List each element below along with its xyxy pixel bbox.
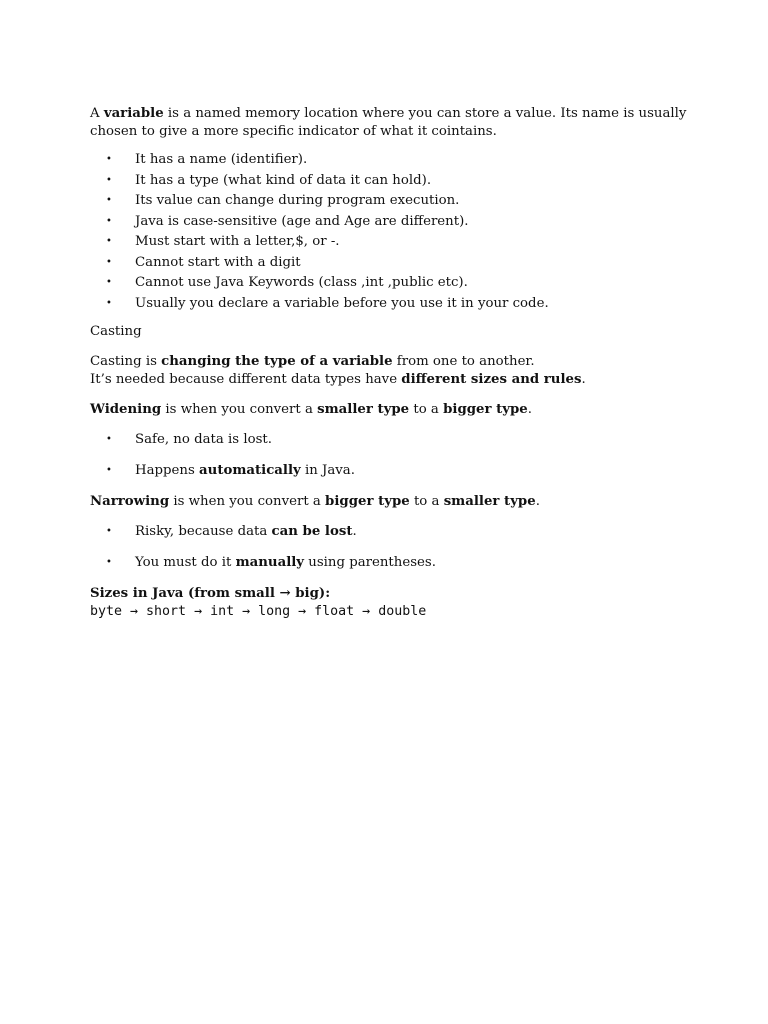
list-item: • Happens automatically in Java. bbox=[106, 463, 355, 478]
list-item: • Cannot use Java Keywords (class ,int ,public etc). bbox=[90, 273, 690, 294]
sizes-order: byte → short → int → long → float → double bbox=[90, 604, 427, 619]
document-page bbox=[90, 105, 690, 621]
bullet-icon: • bbox=[106, 277, 112, 288]
list-item: • It has a name (identifier). bbox=[90, 150, 690, 171]
list-item: • It has a type (what kind of data it can hold). bbox=[90, 171, 690, 192]
casting-definition-bold: changing the type of a variable bbox=[161, 354, 393, 369]
widening-term: Widening bbox=[90, 402, 162, 417]
bullet-icon: • bbox=[106, 526, 112, 537]
bullet-icon: • bbox=[106, 297, 112, 309]
casting-need-bold: different sizes and rules bbox=[401, 372, 582, 387]
casting-heading: Casting bbox=[90, 324, 142, 339]
variable-definition bbox=[90, 105, 690, 141]
narrowing-definition: Narrowing is when you convert a bigger type to a smaller type. bbox=[90, 494, 540, 509]
intro-rest: is a named memory location where you can store a value. Its name is usually chosen to give a more specific indicator of what it cointains. bbox=[90, 106, 687, 139]
list-item: • Its value can change during program execution. bbox=[90, 191, 690, 212]
bullet-icon: • bbox=[106, 174, 112, 186]
narrowing-points bbox=[90, 523, 690, 572]
list-item: • Usually you declare a variable before you use it in your code. bbox=[90, 294, 690, 315]
list-item: • Java is case-sensitive (age and Age are different). bbox=[90, 212, 690, 233]
bullet-icon: • bbox=[106, 215, 112, 227]
list-item: • Safe, no data is lost. bbox=[106, 432, 272, 447]
list-item: • Must start with a letter,$, or -. bbox=[90, 232, 690, 253]
list-item: • You must do it manually using parentheses. bbox=[106, 555, 436, 570]
sizes-heading: Sizes in Java (from small → big): bbox=[90, 586, 331, 601]
intro-prefix: A bbox=[90, 106, 104, 121]
narrowing-term: Narrowing bbox=[90, 494, 170, 509]
bullet-icon: • bbox=[106, 465, 112, 476]
widening-definition: Widening is when you convert a smaller type to a bigger type. bbox=[90, 402, 532, 417]
bullet-icon: • bbox=[106, 557, 112, 568]
list-item: • Cannot start with a digit bbox=[90, 253, 690, 274]
variable-term: variable bbox=[103, 106, 164, 121]
widening-points bbox=[90, 431, 690, 480]
bullet-icon: • bbox=[106, 256, 112, 268]
bullet-icon: • bbox=[106, 195, 112, 206]
sizes-section bbox=[90, 585, 690, 621]
variable-rules-list bbox=[90, 150, 690, 314]
bullet-icon: • bbox=[106, 434, 112, 445]
bullet-icon: • bbox=[106, 154, 112, 165]
casting-definition: Casting is changing the type of a variable from one to another. It’s needed because different data types have different sizes and rules. bbox=[90, 354, 586, 387]
list-item: • Risky, because data can be lost. bbox=[106, 524, 357, 539]
bullet-icon: • bbox=[106, 236, 112, 247]
